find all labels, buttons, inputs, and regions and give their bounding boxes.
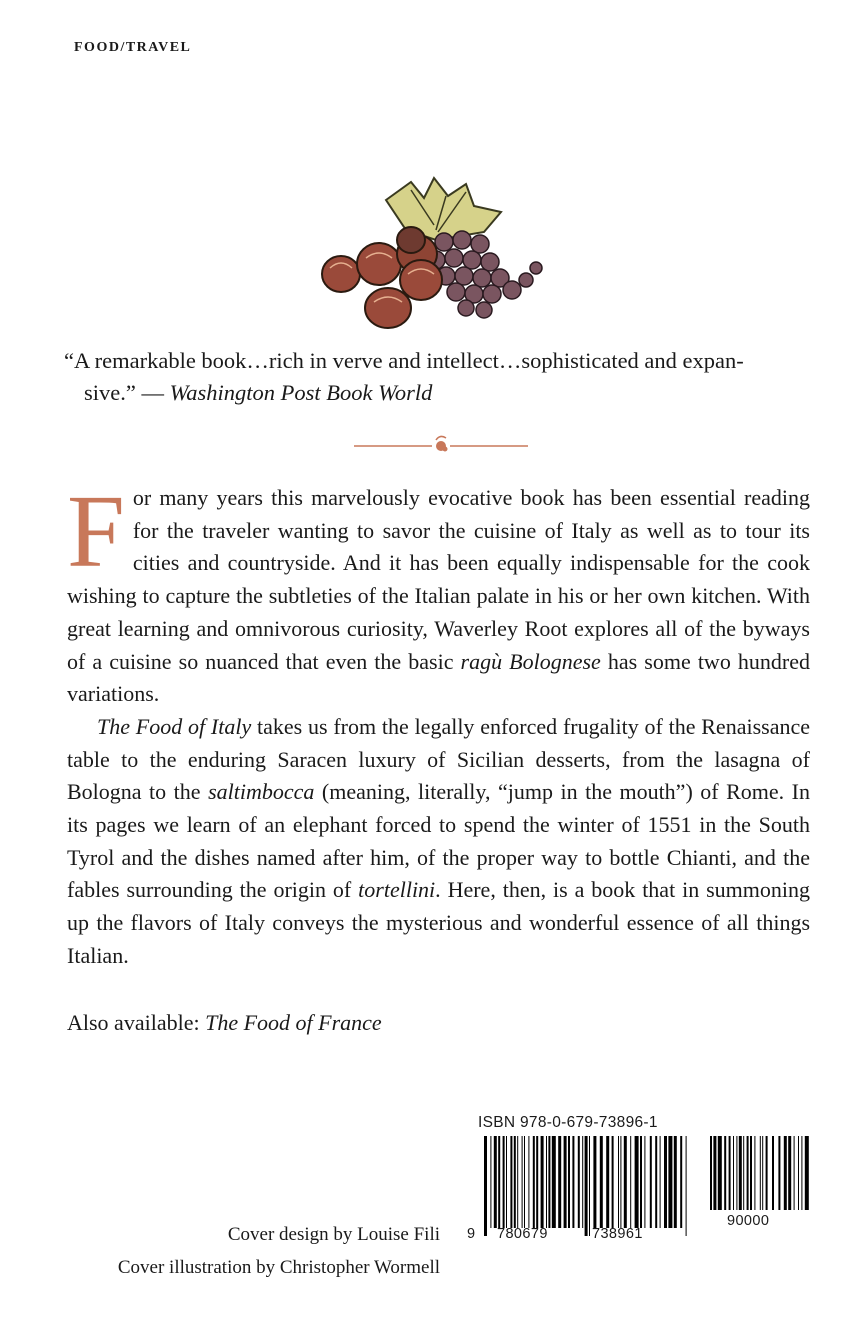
barcode-bar	[724, 1136, 726, 1210]
review-quote	[64, 345, 820, 409]
description-italic: ragù Bolognese	[460, 648, 601, 674]
also-available	[67, 1010, 382, 1036]
barcode-bar	[655, 1136, 657, 1228]
quote-attribution	[64, 377, 820, 409]
barcode-bar	[788, 1136, 791, 1210]
barcode-bar	[558, 1136, 561, 1228]
barcode-bar	[668, 1136, 672, 1228]
barcode-bar	[498, 1136, 500, 1228]
barcode-bar	[640, 1136, 642, 1228]
barcode-bar	[750, 1136, 752, 1210]
barcode-bar	[572, 1136, 574, 1228]
also-available-title: The Food of France	[205, 1010, 382, 1035]
barcode-bar	[484, 1136, 487, 1236]
barcode-bar	[503, 1136, 505, 1228]
isbn-label: ISBN 978-0-679-73896-1	[478, 1114, 658, 1131]
barcode-bar	[620, 1136, 621, 1228]
barcode-bar	[606, 1136, 609, 1228]
barcode-bar	[805, 1136, 809, 1210]
barcode-bar	[747, 1136, 749, 1210]
barcode-bar	[801, 1136, 802, 1210]
barcode-bar	[754, 1136, 755, 1210]
description-paragraph-1	[67, 474, 810, 711]
barcode-bar	[533, 1136, 535, 1228]
fruit-illustration	[316, 170, 552, 330]
barcode-digits-right: 738961	[592, 1226, 643, 1242]
barcode-bar	[600, 1136, 603, 1228]
barcode-bar	[674, 1136, 677, 1228]
barcode-bar	[582, 1136, 583, 1228]
book-title: The Food of Italy	[97, 713, 252, 739]
barcode-bar	[733, 1136, 734, 1210]
barcode-bar	[710, 1136, 712, 1210]
description-text: takes us from the legally enforced frugality of the Renaissance table to the enduring Saracen luxury of Sicilian desserts, from the lasagna of Bologna to the	[67, 713, 810, 805]
barcode-digit-first: 9	[467, 1226, 476, 1242]
barcode-bar	[743, 1136, 744, 1210]
barcode-bar	[766, 1136, 768, 1210]
barcode-bar	[798, 1136, 799, 1210]
barcode-bar	[664, 1136, 667, 1228]
description-italic: saltimbocca	[208, 779, 315, 805]
barcode-bar	[618, 1136, 619, 1228]
barcode-bar	[760, 1136, 761, 1210]
barcode-bar	[660, 1136, 661, 1228]
barcode-bar	[630, 1136, 631, 1228]
barcode-bar	[546, 1136, 547, 1228]
barcode-bar	[589, 1136, 590, 1236]
barcode-bar	[713, 1136, 716, 1210]
barcode-bar	[541, 1136, 544, 1228]
barcode-bar	[494, 1136, 497, 1228]
barcode-bar	[784, 1136, 787, 1210]
barcode-bar	[506, 1136, 507, 1228]
quote-text: “A remarkable book…rich in verve and intellect…sophisticated and expan-	[64, 348, 744, 373]
barcode-digits-left: 780679	[497, 1226, 548, 1242]
barcode-bar	[514, 1136, 516, 1228]
quote-line2: sive.” —	[84, 380, 164, 405]
description-italic: tortellini	[358, 877, 436, 903]
barcode-bar	[524, 1136, 525, 1228]
barcode-bar	[552, 1136, 556, 1228]
barcode-bar	[778, 1136, 780, 1210]
also-available-label: Also available:	[67, 1010, 200, 1035]
barcode-bar	[548, 1136, 550, 1228]
barcode-bar	[593, 1136, 596, 1228]
barcode-bar	[686, 1136, 687, 1236]
barcode-bar	[585, 1136, 588, 1236]
book-description	[67, 474, 811, 973]
barcode-bar	[794, 1136, 795, 1210]
barcode-bar	[578, 1136, 580, 1228]
description-text: (meaning, literally, “jump in the mouth”) of Rome. In its pages we learn of an elephant forced to spend the winter of 1551 in the South Tyrol and the dishes named after him, of the proper way to bottle Chianti, and the fables surrounding the origin of	[67, 779, 810, 903]
barcode-bar	[772, 1136, 774, 1210]
description-text: or many years this marvelously evocative book has been essential reading for the traveler wanting to savor the cuisine of Italy as well as to tour its cities and countryside. And it has been equally indispensable for the cook wishing to capture the subtleties of the Italian palate in his or her own kitchen. With great learning and omnivorous curiosity, Waverley Root explores all of the byways of a cuisine so nuanced that even the basic	[67, 485, 810, 674]
drop-cap: F	[67, 474, 125, 589]
category-label: FOOD/TRAVEL	[74, 40, 192, 55]
barcode-bar	[528, 1136, 529, 1228]
description-text: has some two hundred variations.	[67, 648, 810, 707]
barcode-bar	[718, 1136, 722, 1210]
barcode-bar	[736, 1136, 737, 1210]
barcode-bar	[624, 1136, 627, 1228]
barcode-bar	[612, 1136, 614, 1228]
barcode-bar	[490, 1136, 491, 1228]
barcode-bar	[729, 1136, 731, 1210]
cover-illustration-credit: Cover illustration by Christopher Wormell	[117, 1257, 440, 1278]
barcode-bar	[762, 1136, 763, 1210]
description-text: . Here, then, is a book that in summoning up the flavors of Italy conveys the mysterious and wonderful essence of all things Italian.	[67, 877, 811, 968]
barcode-addon-digits: 90000	[727, 1213, 770, 1229]
barcode-addon	[708, 1136, 812, 1210]
description-paragraph-2	[67, 711, 810, 973]
barcode-bar	[536, 1136, 538, 1228]
barcode-bar	[568, 1136, 570, 1228]
barcode-bar	[517, 1136, 518, 1228]
quote-source: Washington Post Book World	[169, 380, 433, 405]
barcode-bar	[739, 1136, 742, 1210]
barcode-bar	[635, 1136, 639, 1228]
barcode-bar	[650, 1136, 652, 1228]
barcode-bar	[510, 1136, 512, 1228]
barcode-bar	[680, 1136, 682, 1228]
barcode-bar	[644, 1136, 645, 1228]
barcode-bar	[522, 1136, 523, 1228]
ornament-divider	[350, 432, 532, 456]
cover-design-credit: Cover design by Louise Fili	[227, 1224, 440, 1245]
barcode	[482, 1136, 692, 1236]
barcode-bar	[564, 1136, 567, 1228]
